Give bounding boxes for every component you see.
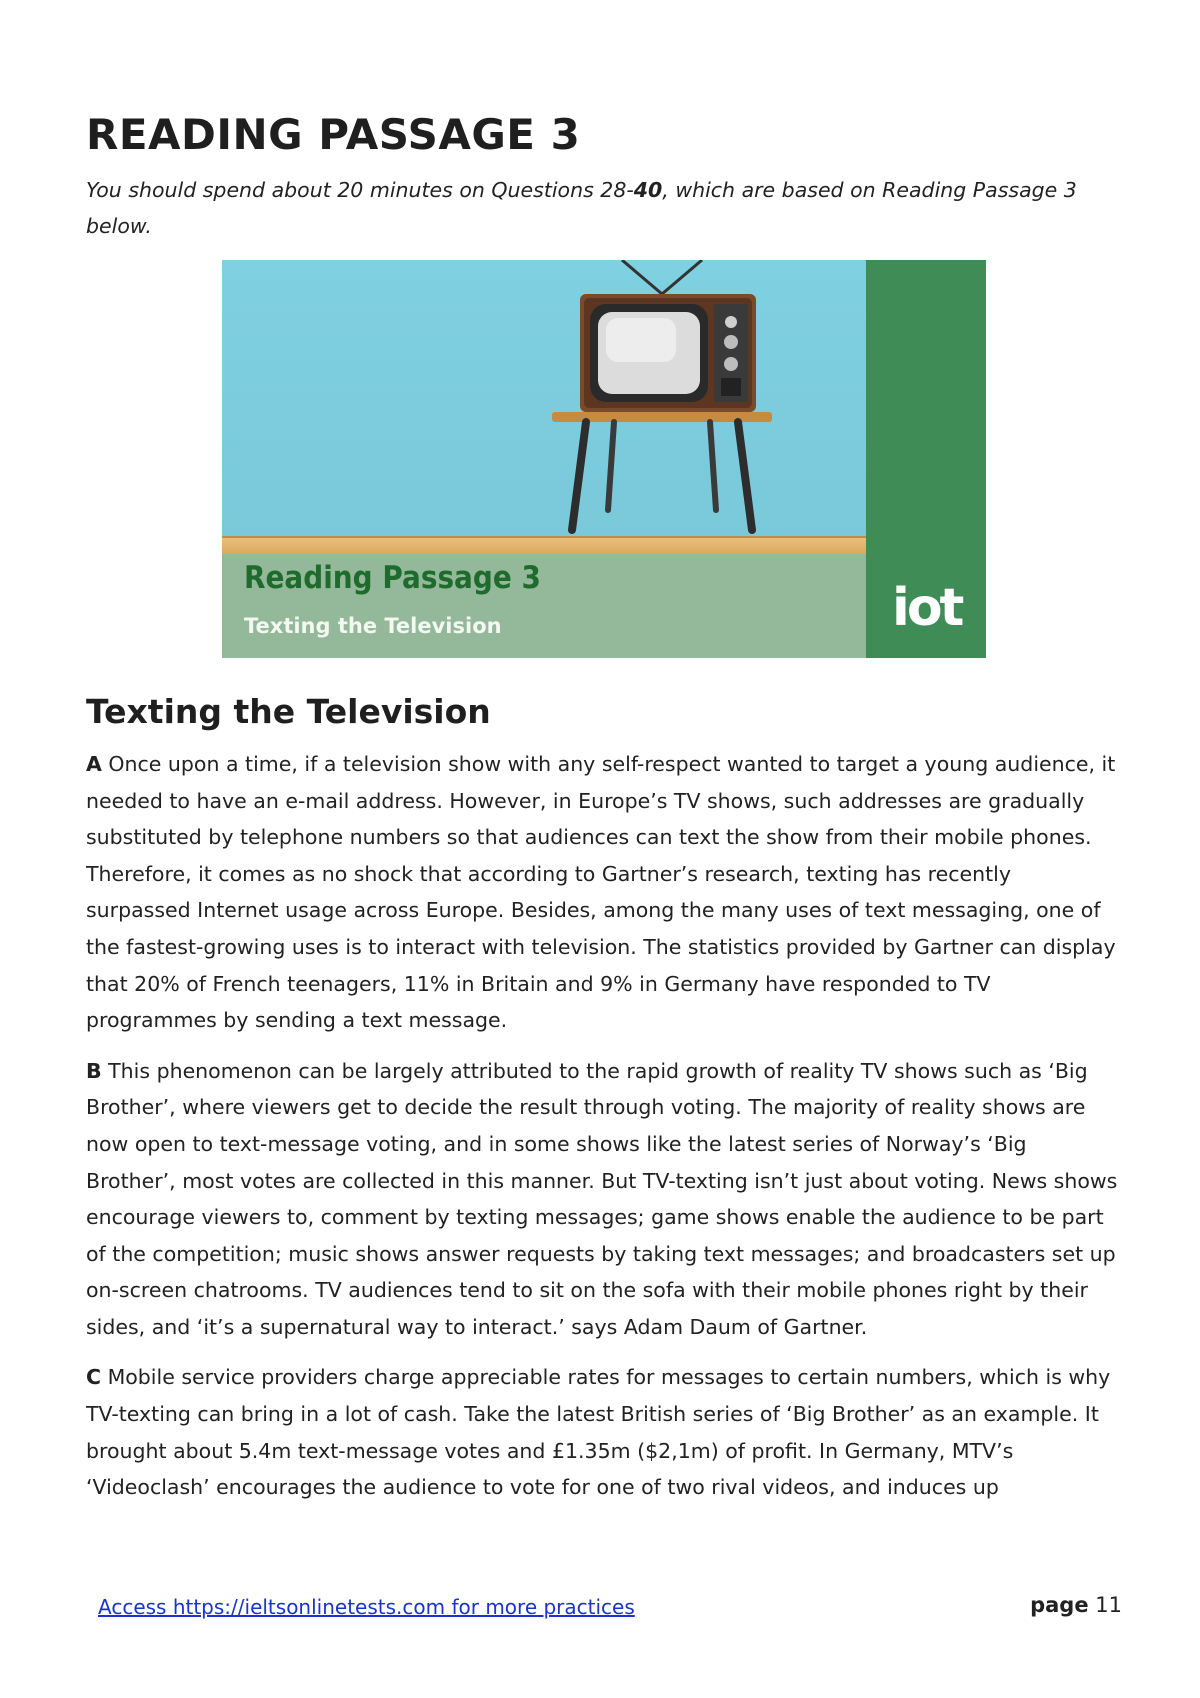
paragraph-text: This phenomenon can be largely attributed to the rapid growth of reality TV shows such as ‘Big Brother’, where viewers get to decide the result through voting. The majority of reality shows are now open to text-message voting, and in some shows like the latest series of Norway’s ‘Big Brother’, most votes are collected in this manner. But TV-texting isn’t just about voting. News shows encourage viewers to, comment by texting messages; game shows enable the audience to be part of the competition; music shows answer requests by taking text messages; and broadcasters set up on-screen chatrooms. TV audiences tend to sit on the sofa with their mobile phones right by their sides, and ‘it’s a supernatural way to interact.’ says Adam Daum of Gartner. <box>86 1058 1118 1339</box>
instructions-suffix: , which are based on Reading Passage 3 below. <box>86 178 1077 239</box>
document-page <box>86 110 1122 1520</box>
paragraph-letter: C <box>86 1365 102 1390</box>
page-title: READING PASSAGE 3 <box>86 110 581 159</box>
television-illustration <box>552 260 772 538</box>
paragraph-a <box>86 746 1122 1039</box>
instructions-prefix: You should spend about 20 minutes on Questions 28- <box>86 178 634 203</box>
banner-floor <box>222 538 866 554</box>
page-number-value: 11 <box>1095 1593 1122 1617</box>
instructions-question-number: 40 <box>633 178 663 203</box>
paragraph-text: Mobile service providers charge appreciable rates for messages to certain numbers, which is why TV-texting can bring in a lot of cash. Take the latest British series of ‘Big Brother’ as an example. It brought about 5.4m text-message votes and £1.35m ($2,1m) of profit. In Germany, MTV’s ‘Videoclash’ encourages the audience to vote for one of two rival videos, and induces up <box>86 1365 1111 1500</box>
page-label: page <box>1030 1593 1089 1617</box>
page-number <box>1030 1593 1122 1617</box>
paragraph-c <box>86 1359 1122 1505</box>
paragraph-text: Once upon a time, if a television show with any self-respect wanted to target a young audience, it needed to have an e-mail address. However, in Europe’s TV shows, such addresses are gradually substituted by telephone numbers so that audiences can text the show from their mobile phones. Therefore, it comes as no shock that according to Gartner’s research, texting has recently surpassed Internet usage across Europe. Besides, among the many uses of text messaging, one of the fastest-growing uses is to interact with television. The statistics provided by Gartner can display that 20% of French teenagers, 11% in Britain and 9% in Germany have responded to TV programmes by sending a text message. <box>86 751 1116 1033</box>
brand-logo: iot <box>892 578 962 639</box>
banner-caption-title: Reading Passage 3 <box>244 560 541 597</box>
practice-site-link[interactable]: Access https://ieltsonlinetests.com for more practices <box>98 1595 635 1619</box>
instructions <box>86 172 1122 244</box>
paragraph-letter: A <box>86 751 102 776</box>
paragraph-letter: B <box>86 1058 102 1083</box>
passage-title: Texting the Television <box>86 692 491 732</box>
passage-banner-image <box>222 260 986 658</box>
banner-caption-subtitle: Texting the Television <box>244 614 502 639</box>
paragraph-b <box>86 1053 1122 1346</box>
